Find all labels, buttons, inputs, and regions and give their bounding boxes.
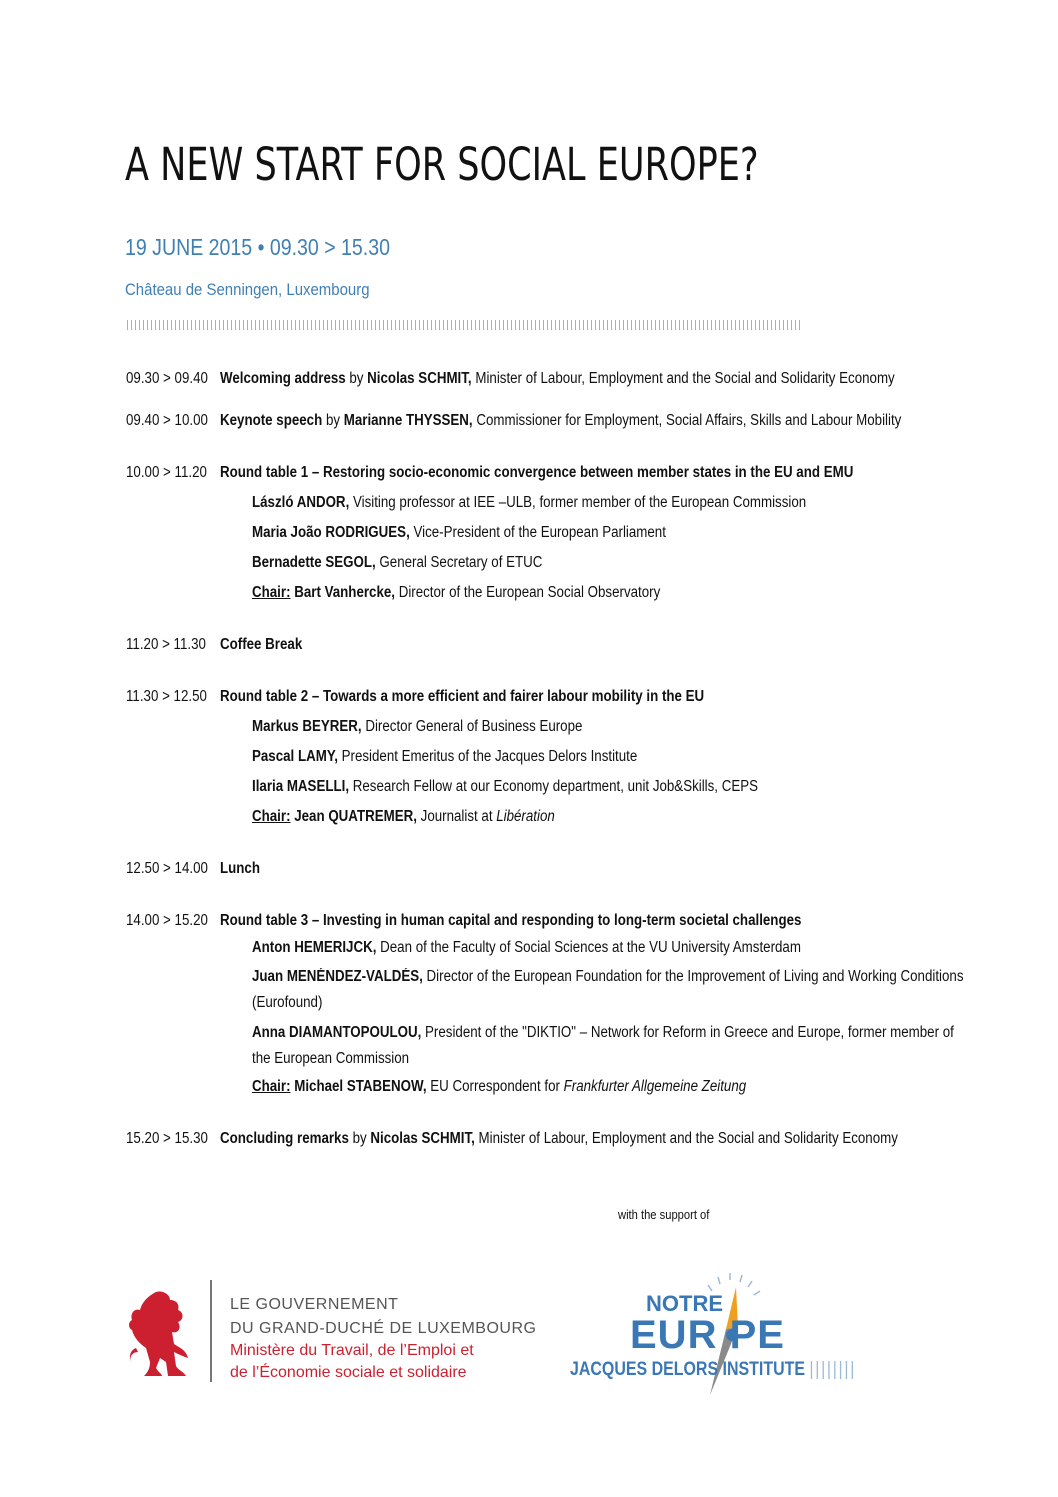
agenda-by: by — [322, 412, 344, 429]
ne-line-2: EUR PE — [630, 1313, 785, 1357]
panelist-name: Maria João RODRIGUES, — [252, 524, 410, 541]
agenda-time: 12.50 > 14.00 — [126, 860, 208, 877]
agenda-time: 11.30 > 12.50 — [126, 688, 207, 705]
chair-name: Jean QUATREMER, — [290, 808, 417, 825]
agenda — [126, 364, 1026, 1154]
agenda-label: Coffee Break — [220, 636, 303, 653]
panelist — [252, 936, 1026, 960]
panelist-role: Dean of the Faculty of Social Sciences at the VU University Amsterdam — [376, 939, 801, 956]
panelist-role: Director of the European Foundation for the Improvement of Living and Working Conditions (Eurofound) — [252, 968, 964, 1011]
panelist-name: Ilaria MASELLI, — [252, 778, 350, 795]
support-note: with the support of — [618, 1207, 710, 1222]
agenda-item-coffee — [126, 630, 1026, 660]
chair-publication: Frankfurter Allgemeine Zeitung — [563, 1078, 747, 1095]
agenda-label: Concluding remarks — [220, 1130, 349, 1147]
agenda-time: 09.30 > 09.40 — [126, 370, 208, 387]
panelist — [252, 488, 1026, 518]
agenda-by: by — [345, 370, 368, 387]
luxembourg-government-logo — [126, 1280, 546, 1390]
speaker-role: Minister of Labour, Employment and the Social and Solidarity Economy — [474, 1130, 898, 1147]
agenda-item-closing — [126, 1124, 1026, 1154]
ne-line-1: NOTRE — [646, 1291, 723, 1316]
agenda-label: Keynote speech — [220, 412, 323, 429]
gov-line-2: DU GRAND-DUCHÉ DE LUXEMBOURG — [230, 1320, 537, 1337]
panelist-role: President of the "DIKTIO" – Network for Reform in Greece and Europe, former member of the European Commission — [252, 1024, 954, 1067]
speaker-name: Marianne THYSSEN, — [343, 412, 473, 429]
panelist-name: Anton HEMERIJCK, — [252, 939, 377, 956]
speaker-name: Nicolas SCHMIT, — [370, 1130, 475, 1147]
panelist — [252, 772, 1026, 802]
panelist — [252, 742, 1026, 772]
agenda-item-round-table-3 — [126, 906, 1026, 936]
red-lion-icon — [126, 1288, 192, 1378]
gov-line-3: Ministère du Travail, de l’Emploi et — [230, 1342, 474, 1359]
notre-europe-logo — [570, 1265, 880, 1405]
gov-line-1: LE GOUVERNEMENT — [230, 1296, 399, 1313]
panelist-role: Research Fellow at our Economy department, unit Job&Skills, CEPS — [349, 778, 759, 795]
ne-line-3 — [570, 1359, 856, 1381]
speaker-role: Commissioner for Employment, Social Affairs, Skills and Labour Mobility — [472, 412, 902, 429]
event-venue: Château de Senningen, Luxembourg — [125, 280, 370, 299]
agenda-item-lunch — [126, 854, 1026, 884]
panelist-name: Pascal LAMY, — [252, 748, 338, 765]
ne-ticks: |||||||| — [809, 1359, 857, 1380]
panelist — [252, 712, 1026, 742]
agenda-label: Lunch — [220, 860, 260, 877]
chair-name: Michael STABENOW, — [290, 1078, 427, 1095]
panelist-name: Bernadette SEGOL, — [252, 554, 376, 571]
panelist-role: Vice-President of the European Parliament — [409, 524, 666, 541]
agenda-time: 10.00 > 11.20 — [126, 464, 207, 481]
agenda-item-keynote — [126, 406, 1026, 436]
chair-label: Chair: — [252, 808, 291, 825]
agenda-label: Round table 1 – Restoring socio-economic convergence between member states in the EU and EMU — [220, 464, 854, 481]
page-title: A NEW START FOR SOCIAL EUROPE? — [125, 138, 759, 191]
agenda-time: 14.00 > 15.20 — [126, 912, 208, 929]
chair-role: Journalist at — [416, 808, 497, 825]
chair-label: Chair: — [252, 1078, 291, 1095]
agenda-time: 11.20 > 11.30 — [126, 636, 206, 653]
panelist-role: General Secretary of ETUC — [375, 554, 543, 571]
panelist-name: Juan MENÉNDEZ-VALDÉS, — [252, 968, 423, 985]
decorative-tick-rule — [127, 320, 803, 330]
logo-divider — [210, 1280, 212, 1382]
chair-label: Chair: — [252, 584, 291, 601]
panelist — [252, 1020, 970, 1072]
chair — [252, 1072, 1026, 1102]
speaker-role: Minister of Labour, Employment and the Social and Solidarity Economy — [471, 370, 895, 387]
agenda-label: Welcoming address — [220, 370, 346, 387]
agenda-time: 09.40 > 10.00 — [126, 412, 208, 429]
panelist — [252, 548, 1026, 578]
chair — [252, 802, 1026, 832]
gov-line-4: de l’Économie sociale et solidaire — [230, 1364, 467, 1381]
event-date: 19 JUNE 2015 • 09.30 > 15.30 — [125, 234, 390, 260]
panelist — [252, 964, 970, 1016]
agenda-item-round-table-2 — [126, 682, 1026, 712]
panelist-name: László ANDOR, — [252, 494, 350, 511]
agenda-label: Round table 3 – Investing in human capital and responding to long-term societal challenges — [220, 912, 802, 929]
panelist-role: President Emeritus of the Jacques Delors Institute — [337, 748, 638, 765]
agenda-item-round-table-1 — [126, 458, 1026, 488]
agenda-by: by — [348, 1130, 371, 1147]
agenda-time: 15.20 > 15.30 — [126, 1130, 208, 1147]
chair-publication: Libération — [496, 808, 555, 825]
chair — [252, 578, 1026, 608]
panelist-role: Visiting professor at IEE –ULB, former member of the European Commission — [349, 494, 807, 511]
panelist — [252, 518, 1026, 548]
agenda-item-welcome — [126, 364, 1026, 394]
ne-line-3-text: JACQUES DELORS INSTITUTE — [570, 1359, 805, 1380]
chair-name: Bart Vanhercke, — [290, 584, 396, 601]
chair-role: EU Correspondent for — [426, 1078, 564, 1095]
chair-role: Director of the European Social Observatory — [395, 584, 661, 601]
panelist-name: Anna DIAMANTOPOULOU, — [252, 1024, 422, 1041]
speaker-name: Nicolas SCHMIT, — [367, 370, 472, 387]
panelist-role: Director General of Business Europe — [361, 718, 583, 735]
agenda-label: Round table 2 – Towards a more efficient and fairer labour mobility in the EU — [220, 688, 705, 705]
panelist-name: Markus BEYRER, — [252, 718, 362, 735]
